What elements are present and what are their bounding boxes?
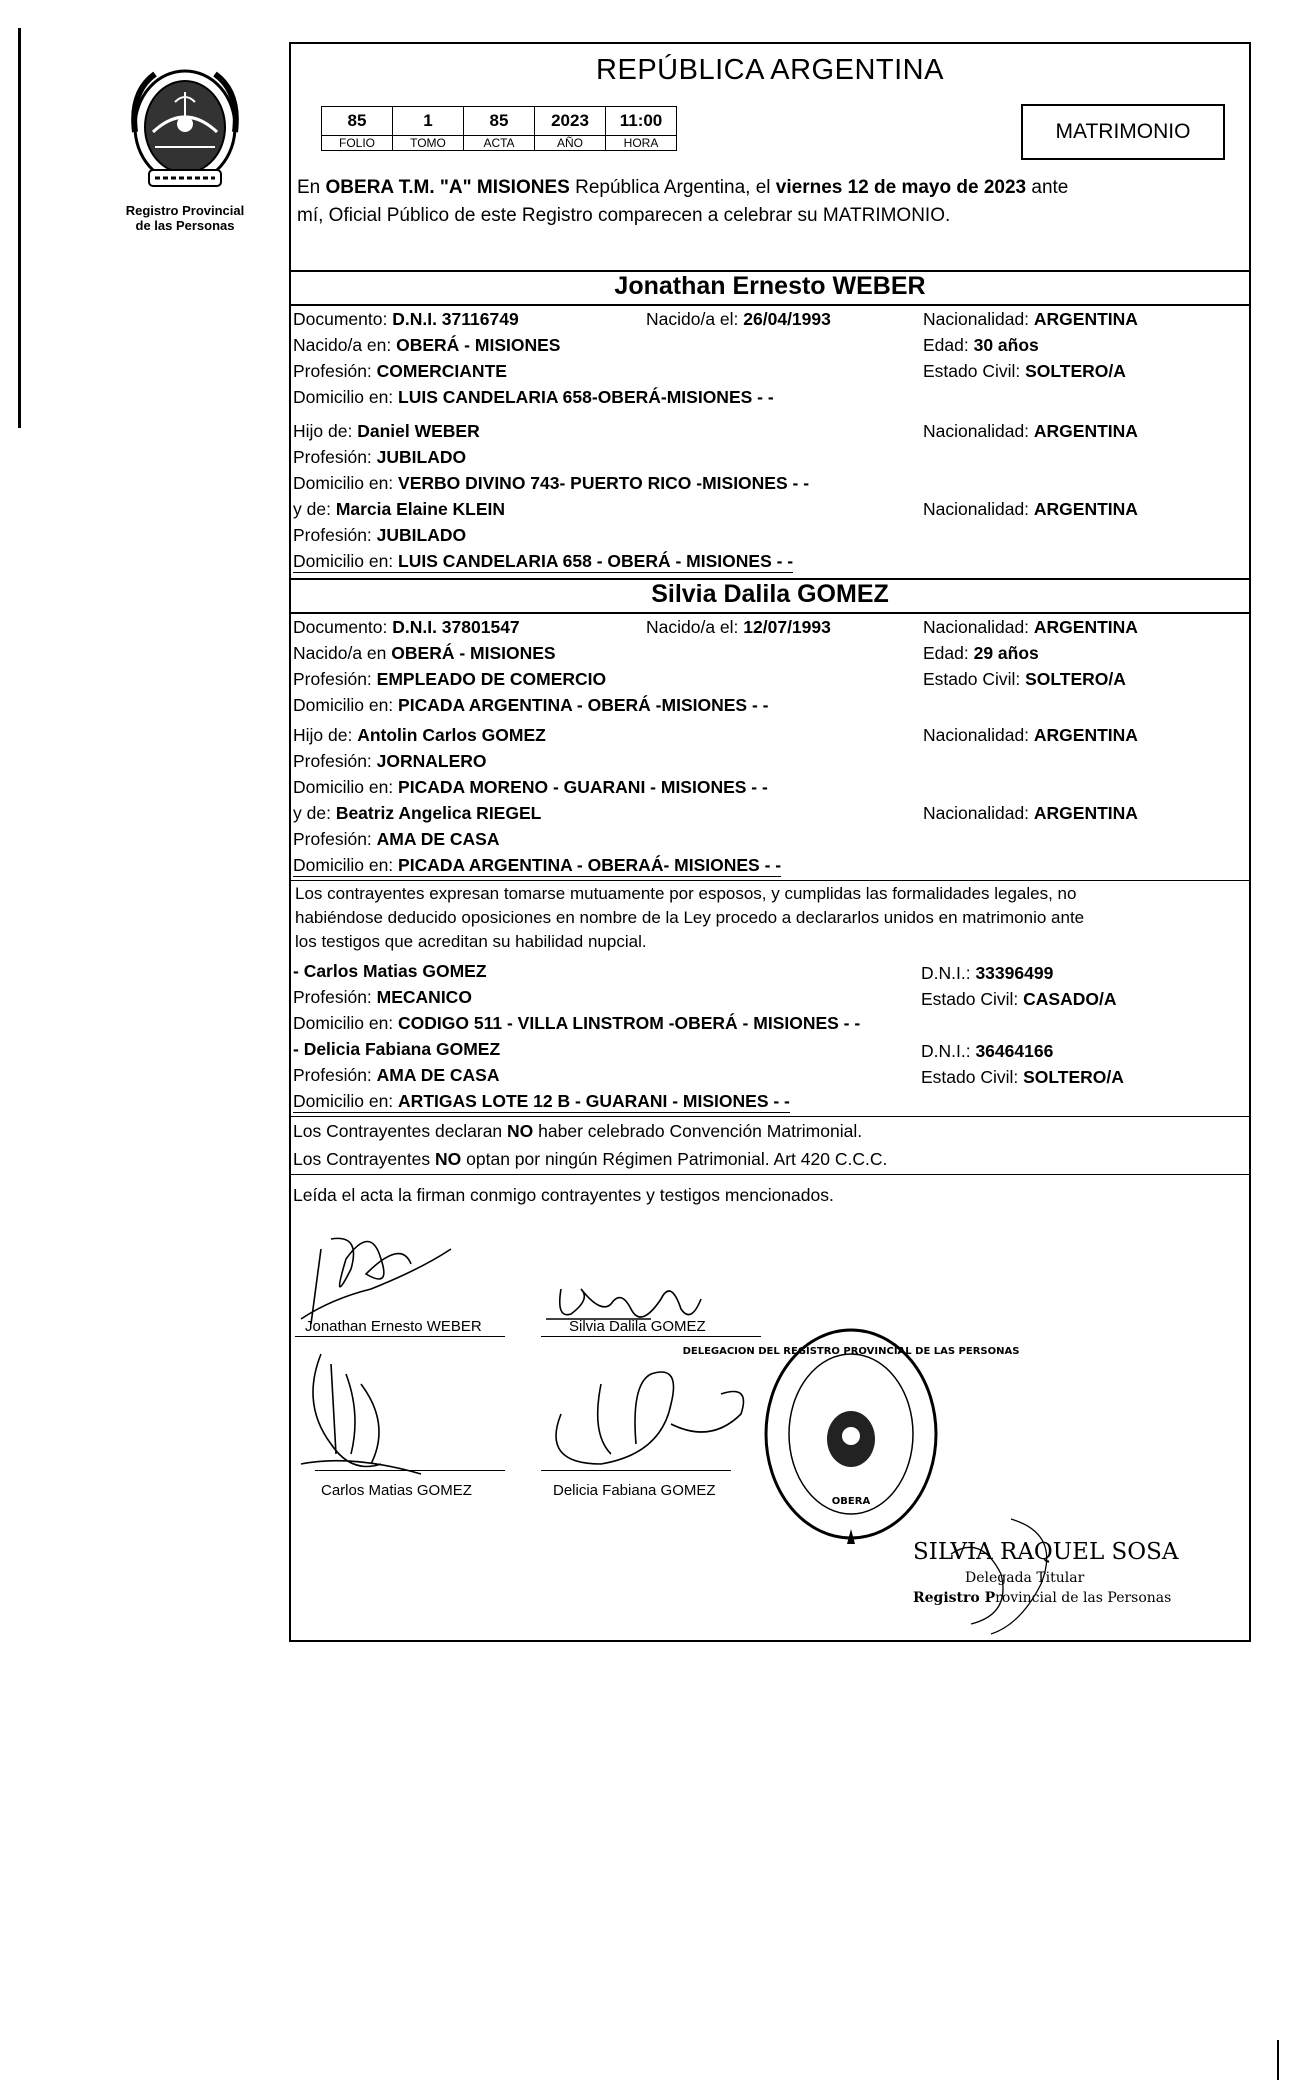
hora-label: HORA [606,136,677,151]
label: Domicilio en: [293,551,399,571]
spouse2-mother-address: PICADA ARGENTINA - OBERAÁ- MISIONES - - [398,855,782,875]
label: D.N.I.: [921,963,976,983]
divider [291,304,1249,306]
witness1-profession: MECANICO [376,987,472,1007]
page-title: REPÚBLICA ARGENTINA [596,54,944,86]
label: Hijo de: [293,725,358,745]
label: Nacionalidad: [923,617,1034,637]
label: Profesión: [293,361,377,381]
official-role: Delegada Titular [965,1570,1085,1586]
spouse1-address: LUIS CANDELARIA 658-OBERÁ-MISIONES - - [398,387,774,407]
official-signature [931,1514,1071,1634]
label: Edad: [923,335,974,355]
signature-3-name: Carlos Matias GOMEZ [321,1482,472,1499]
label: Nacionalidad: [923,725,1034,745]
act-type-box: MATRIMONIO [1021,104,1225,160]
label: Nacido/a en [293,643,392,663]
official-org-rest: rovincial de las Personas [995,1590,1172,1606]
spouse1-born-place: OBERÁ - MISIONES [396,335,561,355]
spouse2-name: Silvia Dalila GOMEZ [651,580,889,608]
certificate-frame [289,42,1251,1642]
signature-4-name: Delicia Fabiana GOMEZ [553,1482,716,1499]
label: Estado Civil: [923,669,1026,689]
spouse1-mother-profession: JUBILADO [376,525,467,545]
province-logo [105,62,265,233]
spouse2-nationality: ARGENTINA [1033,617,1138,637]
hora-value: 11:00 [606,107,677,136]
label: Hijo de: [293,421,358,441]
spouse2-doc: D.N.I. 37801547 [392,617,520,637]
spouse1-father-profession: JUBILADO [376,447,467,467]
note1-b: NO [507,1121,534,1141]
tomo-value: 1 [393,107,464,136]
spouse1-father-address: VERBO DIVINO 743- PUERTO RICO -MISIONES - - [398,473,810,493]
spouse1-mother: Marcia Elaine KLEIN [335,499,506,519]
declaration-line3: los testigos que acreditan su habilidad nupcial. [295,932,647,951]
label: Nacionalidad: [923,803,1034,823]
label: Profesión: [293,829,377,849]
signature-line [541,1336,761,1337]
intro-date: viernes 12 de mayo de 2023 [775,177,1027,198]
logo-caption-line2: de las Personas [135,218,235,233]
signature-1-name: Jonathan Ernesto WEBER [305,1318,482,1335]
label: Profesión: [293,987,377,1007]
signature-3 [291,1344,511,1494]
divider [291,612,1249,614]
signature-line [295,1336,505,1337]
spouse2-civil: SOLTERO/A [1025,669,1126,689]
label: Domicilio en: [293,777,399,797]
witness1-dni: 33396499 [975,963,1054,983]
witness1-civil: CASADO/A [1023,989,1117,1009]
witness2-address: ARTIGAS LOTE 12 B - GUARANI - MISIONES - - [398,1091,790,1111]
label: Nacido/a el: [646,617,744,637]
signature-line [315,1470,505,1471]
intro-p2: República Argentina, el [569,177,776,198]
spouse1-mother-address: LUIS CANDELARIA 658 - OBERÁ - MISIONES - - [398,551,794,571]
spouse1-nationality: ARGENTINA [1033,309,1138,329]
registry-table [321,106,677,151]
label: Domicilio en: [293,855,399,875]
misiones-emblem-icon [125,62,245,192]
spouse2-father-address: PICADA MORENO - GUARANI - MISIONES - - [398,777,768,797]
spouse1-name: Jonathan Ernesto WEBER [614,272,926,300]
closing-text: Leída el acta la firman conmigo contrayentes y testigos mencionados. [293,1185,834,1205]
label: Documento: [293,309,393,329]
declaration-line2: habiéndose deducido oposiciones en nombre de la Ley procedo a declararlos unidos en matrimonio ante [295,908,1085,927]
label: Domicilio en: [293,387,399,407]
label: Domicilio en: [293,695,399,715]
note1-a: Los Contrayentes declaran [293,1121,508,1141]
label: Domicilio en: [293,1013,399,1033]
label: Nacionalidad: [923,421,1034,441]
declaration-line1: Los contrayentes expresan tomarse mutuamente por esposos, y cumplidas las formalidades legales, no [295,884,1077,903]
anio-label: AÑO [535,136,606,151]
logo-caption [105,203,265,233]
spouse1-age: 30 años [973,335,1039,355]
label: Estado Civil: [921,989,1024,1009]
intro-text [297,174,1247,230]
spouse2-father: Antolin Carlos GOMEZ [357,725,546,745]
logo-caption-line1: Registro Provincial [125,203,245,218]
intro-p3: ante [1026,177,1069,198]
signature-line [541,1470,731,1471]
label: Edad: [923,643,974,663]
spouse2-mother-nationality: ARGENTINA [1033,803,1138,823]
spouse2-profession: EMPLEADO DE COMERCIO [376,669,607,689]
spouse2-father-profession: JORNALERO [376,751,487,771]
witness1-address: CODIGO 511 - VILLA LINSTROM -OBERÁ - MISIONES - - [398,1013,861,1033]
acta-label: ACTA [464,136,535,151]
margin-rule [1277,2040,1279,2080]
spouse1-profession: COMERCIANTE [376,361,507,381]
declaration-text [295,882,1250,954]
note1-c: haber celebrado Convención Matrimonial. [533,1121,863,1141]
label: D.N.I.: [921,1041,976,1061]
label: Profesión: [293,1065,377,1085]
spouse2-age: 29 años [973,643,1039,663]
note2-a: Los Contrayentes [293,1149,436,1169]
folio-value: 85 [322,107,393,136]
spouse1-father: Daniel WEBER [357,421,480,441]
spouse1-mother-nationality: ARGENTINA [1033,499,1138,519]
divider [291,1174,1249,1175]
label: Profesión: [293,525,377,545]
spouse2-father-nationality: ARGENTINA [1033,725,1138,745]
intro-p1: En [297,177,326,198]
spouse2-born-place: OBERÁ - MISIONES [391,643,556,663]
label: Documento: [293,617,393,637]
witness1-name: - Carlos Matias GOMEZ [293,961,487,981]
spouse1-doc: D.N.I. 37116749 [392,309,519,329]
signature-4 [541,1344,761,1494]
stamp-text: DELEGACION DEL REGISTRO PROVINCIAL DE LAS PERSONAS [682,1346,1020,1357]
spouse1-father-nationality: ARGENTINA [1033,421,1138,441]
label: Estado Civil: [921,1067,1024,1087]
label: y de: [293,803,336,823]
spouse2-mother: Beatriz Angelica RIEGEL [335,803,542,823]
witness2-civil: SOLTERO/A [1023,1067,1124,1087]
witness2-dni: 36464166 [975,1041,1054,1061]
label: Profesión: [293,669,377,689]
note2-b: NO [435,1149,462,1169]
margin-rule [18,28,21,428]
spouse1-born-date: 26/04/1993 [743,309,831,329]
label: Nacionalidad: [923,309,1034,329]
official-name: SILVIA RAQUEL SOSA [913,1539,1179,1565]
divider [291,880,1249,881]
spouse2-born-date: 12/07/1993 [743,617,831,637]
divider [291,1116,1249,1117]
spouse1-civil: SOLTERO/A [1025,361,1126,381]
intro-place: OBERA T.M. "A" MISIONES [325,177,570,198]
spouse2-mother-profession: AMA DE CASA [376,829,500,849]
intro-line2: mí, Oficial Público de este Registro comparecen a celebrar su MATRIMONIO. [297,205,951,226]
signature-2-name: Silvia Dalila GOMEZ [569,1318,706,1335]
note2-c: optan por ningún Régimen Patrimonial. Art 420 C.C.C. [461,1149,888,1169]
label: Nacido/a en: [293,335,397,355]
label: Domicilio en: [293,1091,399,1111]
stamp-city: OBERA [831,1496,871,1507]
label: Nacionalidad: [923,499,1034,519]
label: Estado Civil: [923,361,1026,381]
label: y de: [293,499,336,519]
tomo-label: TOMO [393,136,464,151]
label: Profesión: [293,447,377,467]
label: Profesión: [293,751,377,771]
label: Nacido/a el: [646,309,744,329]
official-stamp [682,1324,1020,1554]
official-org-b: Registro P [913,1590,996,1606]
witness2-name: - Delicia Fabiana GOMEZ [293,1039,501,1059]
spouse2-address: PICADA ARGENTINA - OBERÁ -MISIONES - - [398,695,769,715]
acta-value: 85 [464,107,535,136]
label: Domicilio en: [293,473,399,493]
witness2-profession: AMA DE CASA [376,1065,500,1085]
anio-value: 2023 [535,107,606,136]
folio-label: FOLIO [322,136,393,151]
